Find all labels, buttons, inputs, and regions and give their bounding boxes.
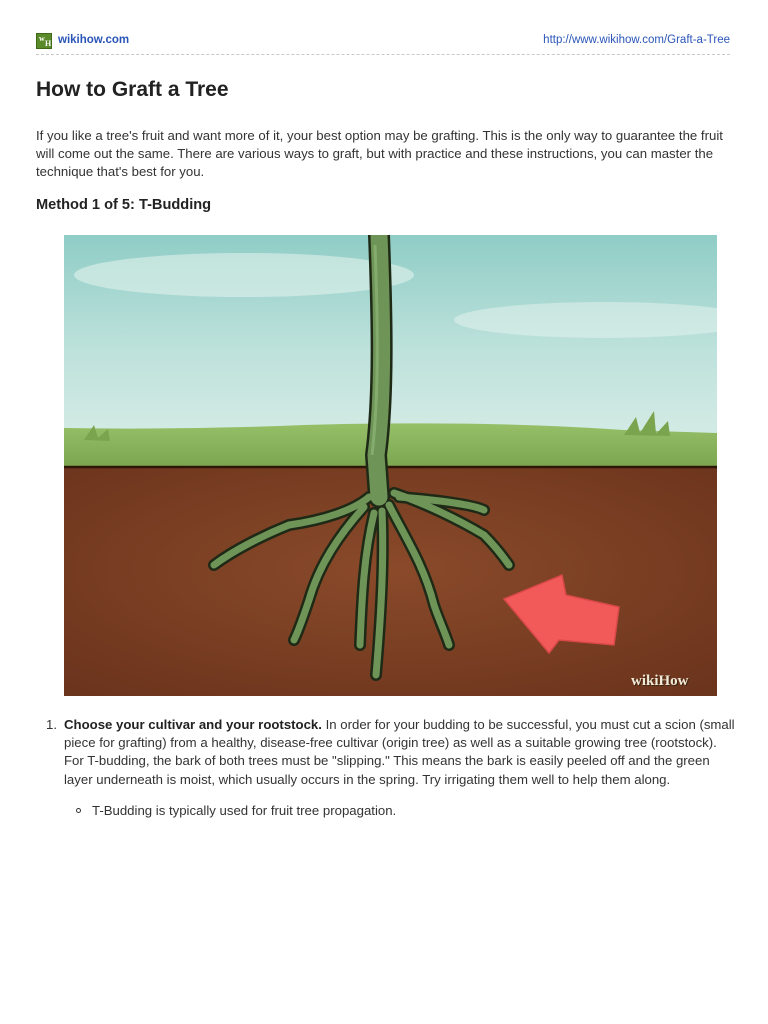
tip-item bbox=[64, 802, 736, 820]
step-1 bbox=[36, 716, 736, 820]
step-text: In order for your budding to be successful, you must cut a scion (small piece for grafting) from a healthy, disease-free cultivar (origin tree) as well as a suitable growing tree (rootstock). For T-budding, the bark of both trees must be "slipping." This means the bark is easily peeled off and the green layer underneath is moist, which usually occurs in the spring. Try irrigating them well to help them along. bbox=[64, 717, 735, 787]
method-heading: Method 1 of 5: T-Budding bbox=[36, 197, 212, 213]
tip-text: T-Budding is typically used for fruit tree propagation. bbox=[92, 802, 397, 818]
article-url-link[interactable]: http://www.wikihow.com/Graft-a-Tree bbox=[543, 34, 730, 46]
tree-root-illustration bbox=[64, 235, 717, 696]
page-header bbox=[36, 30, 730, 55]
steps-list bbox=[36, 716, 736, 820]
site-name-link[interactable]: wikihow.com bbox=[58, 34, 130, 46]
page-title: How to Graft a Tree bbox=[36, 78, 229, 101]
step-lead: Choose your cultivar and your rootstock. bbox=[64, 717, 322, 732]
grass-field bbox=[64, 423, 717, 469]
cloud bbox=[74, 253, 414, 297]
step-tips bbox=[64, 802, 736, 820]
wikihow-logo-icon[interactable]: w H bbox=[36, 33, 52, 49]
step-number: 1. bbox=[46, 717, 57, 732]
intro-paragraph: If you like a tree's fruit and want more of it, your best option may be grafting. This is the only way to guarantee the fruit will come out the same. There are various ways to graft, but with practice and these instructions, you can master the technique that's best for you. bbox=[36, 128, 723, 180]
wikihow-watermark: wikiHow bbox=[631, 673, 689, 689]
bullet-icon bbox=[76, 808, 81, 813]
